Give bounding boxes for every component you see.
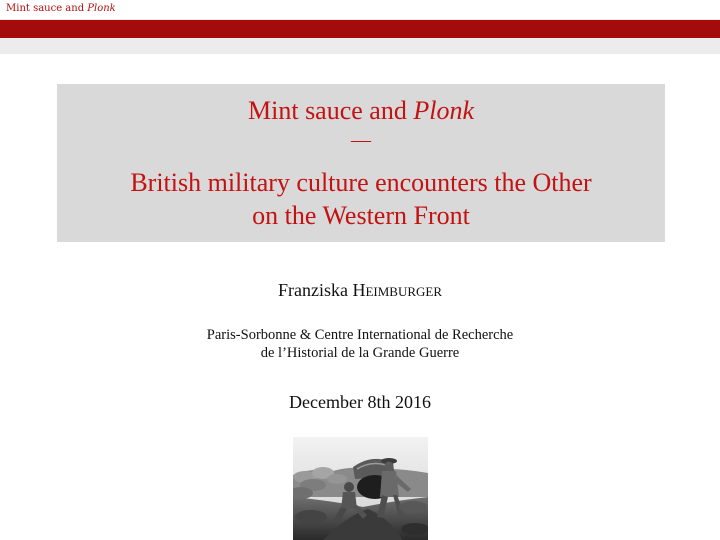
title-separator: — <box>351 129 371 151</box>
title-line-1 <box>57 96 665 126</box>
headline-bar <box>0 0 720 20</box>
title-block <box>57 84 665 242</box>
headline-title-text: Mint sauce and <box>6 3 88 14</box>
subtitle-line-2: on the Western Front <box>252 201 470 230</box>
headline-short-title[interactable] <box>6 3 116 14</box>
theme-red-bar <box>0 20 720 38</box>
subtitle-line-1: British military culture encounters the Other <box>130 168 592 197</box>
theme-grey-bar <box>0 38 720 54</box>
institute-line-1: Paris-Sorbonne & Centre International de Recherche <box>206 327 514 343</box>
author-last-name: Heimburger <box>352 280 443 300</box>
presentation-date: December 8th 2016 <box>289 392 431 412</box>
headline-title-italic: Plonk <box>87 3 116 14</box>
title-italic: Plonk <box>413 96 474 125</box>
title-text: Mint sauce and <box>248 96 414 125</box>
author-name <box>0 280 720 301</box>
trench-photo-image <box>293 437 428 540</box>
institute-line-2: de l’Historial de la Grande Guerre <box>260 345 460 361</box>
author-first-name: Franziska <box>277 280 353 300</box>
trench-photo <box>293 437 428 540</box>
institute <box>0 326 720 362</box>
